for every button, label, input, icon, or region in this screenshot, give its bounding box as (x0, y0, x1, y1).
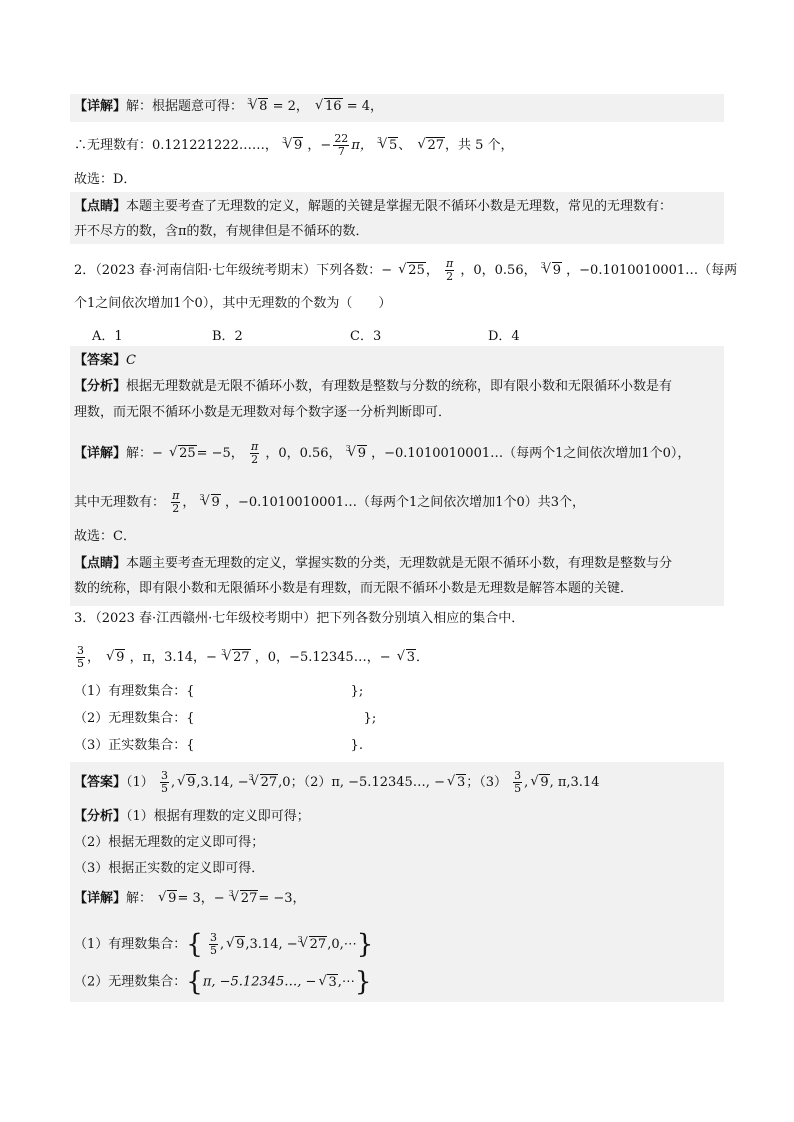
option-b: B．2 (212, 329, 243, 344)
irrational-set-line: （2）无理数集合：{π, −5.12345…, −√ 3,⋯} (74, 972, 724, 992)
number-list-line: $\frac{3}{5}$ ， √ 9 ，π，3.14，− √ 3 27 ，0，−5.12345…，− √ 3． (74, 645, 724, 670)
detail-line: 【详解】解：− √ 25= −5， $\frac{\pi}{2}$ ，0，0.56， √ 3 9 ，−0.1010010001…（每两个1之间依次增加1个0）， (74, 441, 724, 466)
analysis-line-2: 理数，而无限不循环小数是无理数对每个数字逐一分析判断即可． (74, 405, 452, 420)
remark-line-2: 数的统称，即有限小数和无限循环小数是有理数，而无限不循环小数是无理数是解答本题的关键． (74, 581, 634, 596)
option-c: C．3 (350, 329, 382, 344)
analysis-line-2: （2）根据无理数的定义即可得； (74, 835, 265, 850)
detail-line: 【详解】解：根据题意可得： √ 3 8 = 2， √ 16 = 4， (74, 98, 724, 116)
answer-line: 【答案】C (74, 353, 136, 368)
irrational-list-line: 其中无理数有： $\frac{\pi}{2}$ ， √ 3 9 ，−0.1010010001…（每两个1之间依次增加1个0）共3个， (74, 490, 724, 515)
shaded-block (70, 762, 724, 1002)
option-d: D．4 (488, 329, 520, 344)
analysis-line: 【分析】根据无理数就是无限不循环小数，有理数是整数与分数的统称，即有限小数和无限循环小数是有 (74, 379, 673, 394)
choice-line: 故选：C． (74, 529, 136, 544)
question-3-stem: 3．（2023 春·江西赣州·七年级校考期中）把下列各数分别填入相应的集合中． (74, 611, 525, 626)
set-2-blank: （2）无理数集合：{ }; (74, 711, 377, 726)
analysis-line: 【分析】（1）根据有理数的定义即可得； (74, 809, 310, 824)
remark-line: 【点睛】本题主要考查了无理数的定义，解题的关键是掌握无限不循环小数是无理数，常见的无理数有： (74, 199, 673, 214)
rational-set-line: （1）有理数集合：{ $\frac{3}{5}$ ,√ 9,3.14, − √ 3 27,0,⋯} (74, 932, 724, 957)
set-1-blank: （1）有理数集合：{ }; (74, 684, 364, 699)
choice-line: 故选：D． (74, 172, 137, 187)
remark-line: 【点睛】本题主要考查无理数的定义，掌握实数的分类，无理数就是无限不循环小数，有理数是整数与分 (74, 556, 673, 571)
question-2-stem: 2．（2023 春·河南信阳·七年级统考期末）下列各数：− √ 25， $\frac{\pi}{2}$ ，0，0.56， √ 3 9 ，−0.1010010001…（每两 (74, 258, 724, 283)
set-3-blank: （3）正实数集合：{ }. (74, 738, 363, 753)
question-2-stem-line-2: 个1之间依次增加1个0），其中无理数的个数为（ ） (74, 296, 392, 311)
option-a: A．1 (92, 329, 123, 344)
detail-line: 【详解】解： √ 9= 3，− √ 3 27= −3， (74, 890, 724, 908)
answer-line: 【答案】（1） $\frac{3}{5}$ ,√ 9,3.14, − √ 3 27,0；（2）π, −5.12345…, −√ 3；（3） $\frac{3}{5}$ ,√ 9, π,3.14 (74, 770, 724, 795)
analysis-line-3: （3）根据正实数的定义即可得． (74, 861, 265, 876)
irrational-list-line: ∴无理数有：0.121221222……， √ 3 9 ，− $\frac{22}{7}$ π， √ 3 5、 √ 27，共 5 个， (74, 133, 724, 158)
remark-line-2: 开不尽方的数，含π的数，有规律但是不循环的数． (74, 224, 369, 239)
